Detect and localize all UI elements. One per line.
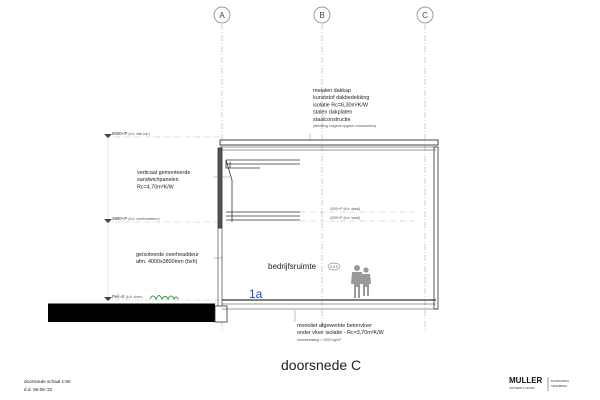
company-logo (509, 376, 569, 391)
grid-label-c: C (422, 11, 428, 20)
logo-side-2: TEKENBURO (551, 385, 568, 388)
grid-label-b: B (319, 11, 325, 20)
lower-steel-beam (226, 212, 300, 220)
room-badge-text: 0.0.0 (330, 265, 338, 269)
floor-notes: monoliet afgewerkte betonvloer onder vloer isolatie - Rc=3,70m²K/W vloerbelasting = 2000 kg/m² (297, 323, 384, 342)
room-badge (328, 263, 340, 270)
footer-date: d.d. 06-05-'22 (24, 387, 53, 392)
roof-notes: metalen dakkap kunststof dakbedekking isolatie Rc=6,30m²K/W stalen dakplaten staalconstructie (afmeting volgens opgave constructeur) (313, 88, 377, 129)
drawing-title: doorsnede C (281, 357, 362, 373)
people-silhouettes (351, 265, 371, 298)
floor-slab (222, 300, 438, 309)
level-floor-label: Peil=0 (b.k. vloer) (112, 294, 143, 299)
room-number: 1a (249, 287, 263, 301)
logo-name: MULLER (509, 376, 543, 385)
roof-structure (220, 140, 438, 309)
room-name: bedrijfsruimte (268, 262, 317, 271)
grid-label-a: A (219, 11, 225, 20)
level-door-label: 3800+P (b.k. overheaddeur) (112, 216, 160, 221)
plant-symbol (150, 296, 178, 300)
grid-axes (222, 24, 425, 330)
grid-bubble-a (214, 7, 230, 23)
level-inner-top-label: 4000+P (b.k. staal) (330, 207, 361, 211)
grid-bubble-c (417, 7, 433, 23)
door-notes: geïsoleerde overheaddeur afm. 4000x3800mm (bxh) (136, 252, 199, 266)
footer-scale: doorsnede schaal 1:50 (24, 379, 71, 384)
wall-notes: verticaal gemonteerde sandwichpanelen Rc=4,70m²K/W (137, 170, 191, 191)
level-roof-label: 8000+P (b.k. dak hal.) (112, 131, 151, 136)
left-wall (215, 148, 227, 322)
level-inner-bottom-label: 4200+P (b.k. staal) (330, 216, 361, 220)
ground-slab (48, 304, 215, 322)
grid-bubble-b (314, 7, 330, 23)
logo-side-1: BOUWKUNDIG (551, 380, 570, 383)
upper-steel-beam (226, 160, 300, 222)
logo-subtitle: ONTWERP & ADVIES (509, 387, 535, 390)
